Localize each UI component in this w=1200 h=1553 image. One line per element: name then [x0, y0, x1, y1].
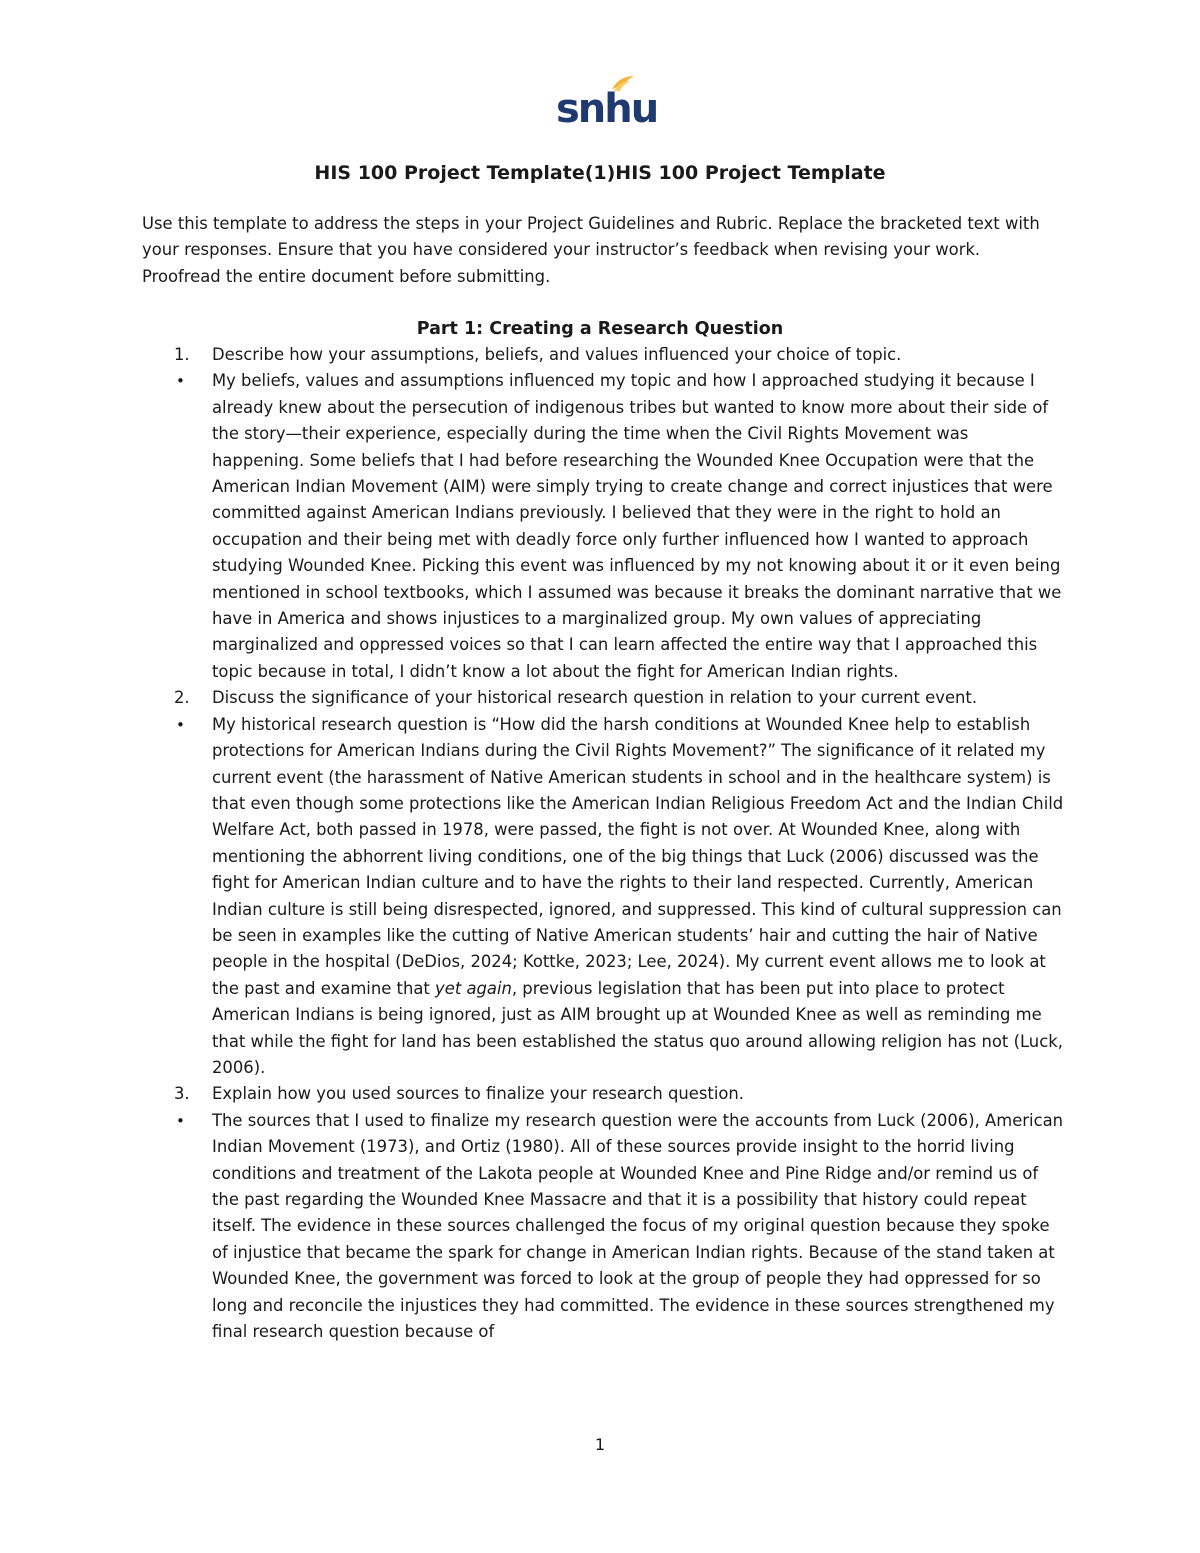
numbered-item — [174, 685, 1064, 711]
logo-wordmark: snhu — [556, 86, 658, 132]
numbered-item — [174, 342, 1064, 368]
page-number: 1 — [594, 1435, 606, 1454]
intro-paragraph: Use this template to address the steps in your Project Guidelines and Rubric. Replace the bracketed text with your responses. Ensure that you have considered your instructor’s feedback when revising your work. Proofread the entire document before submitting. — [142, 214, 1040, 286]
numbered-item — [174, 1081, 1064, 1107]
item-number: 3. — [174, 1084, 190, 1104]
item-number: 2. — [174, 688, 190, 708]
answer-text: My beliefs, values and assumptions influenced my topic and how I approached studying it because I already knew about the persecution of indigenous tribes but wanted to know more about their side of the story—their experience, especially during the time when the Civil Rights Movement was happening. Some beliefs that I had before researching the Wounded Knee Occupation were that the American Indian Movement (AIM) were simply trying to create change and correct injustices that were committed against American Indians previously. I believed that they were in the right to hold an occupation and their being met with deadly force only further influenced how I wanted to approach studying Wounded Knee. Picking this event was influenced by my not knowing about it or it even being mentioned in school textbooks, which I assumed was because it breaks the dominant narrative that we have in America and shows injustices to a marginalized group. My own values of appreciating marginalized and oppressed voices so that I can learn affected the entire way that I approached this topic because in total, I didn’t know a lot about the fight for American Indian rights. — [212, 371, 1062, 681]
document-title: HIS 100 Project Template(1)HIS 100 Project Template — [314, 162, 886, 184]
answer-text: The sources that I used to finalize my research question were the accounts from Luck (2006), American Indian Movement (1973), and Ortiz (1980). All of these sources provide insight to the horrid living conditions and treatment of the Lakota people at Wounded Knee and Pine Ridge and/or remind us of the past regarding the Wounded Knee Massacre and that it is a possibility that history could repeat itself. The evidence in these sources challenged the focus of my original question because they spoke of injustice that became the spark for change in American Indian rights. Because of the stand taken at Wounded Knee, the government was forced to look at the group of people they had oppressed for so long and reconcile the injustices they had committed. The evidence in these sources strengthened my final research question because of — [212, 1110, 1064, 1342]
snhu-logo — [556, 74, 658, 132]
bullet-answer — [174, 368, 1064, 685]
item-question: Describe how your assumptions, beliefs, and values influenced your choice of topic. — [212, 345, 902, 364]
bullet-icon: • — [176, 372, 185, 391]
part1-heading: Part 1: Creating a Research Question — [416, 319, 784, 339]
part1-content — [174, 342, 1064, 1345]
item-number: 1. — [174, 345, 190, 364]
item-question: Discuss the significance of your historical research question in relation to your current event. — [212, 688, 978, 708]
bullet-icon: • — [176, 1111, 185, 1130]
item-question: Explain how you used sources to finalize your research question. — [212, 1084, 745, 1104]
bullet-answer — [174, 712, 1064, 1082]
bullet-answer — [174, 1108, 1064, 1346]
answer-text-part: My historical research question is “How did the harsh conditions at Wounded Knee help to establish protections for American Indians during the Civil Rights Movement?” The significance of it related my current event (the harassment of Native American students in school and in the healthcare system) is that even though some protections like the American Indian Religious Freedom Act and the Indian Child Welfare Act, both passed in 1978, were passed, the fight is not over. At Wounded Knee, along with mentioning the abhorrent living conditions, one of the big things that Luck (2006) discussed was the fight for American Indian culture and to have the rights to their land respected. Currently, American Indian culture is still being disrespected, ignored, and suppressed. This kind of cultural suppression can be seen in examples like the cutting of Native American students’ hair and cutting the hair of Native people in the hospital (DeDios, 2024; Kottke, 2023; Lee, 2024). My current event allows me to look at the past and examine that — [212, 714, 1064, 998]
emphasis-text: yet again — [435, 978, 512, 998]
answer-text — [212, 715, 1063, 1077]
answer-text-part: , previous legislation that has been put into place to protect American Indians is being ignored, just as AIM brought up at Wounded Knee as well as reminding me that while the fight for land has been established the status quo around allowing religion has not (Luck, 2006). — [212, 978, 1063, 1077]
bullet-icon: • — [176, 715, 185, 734]
